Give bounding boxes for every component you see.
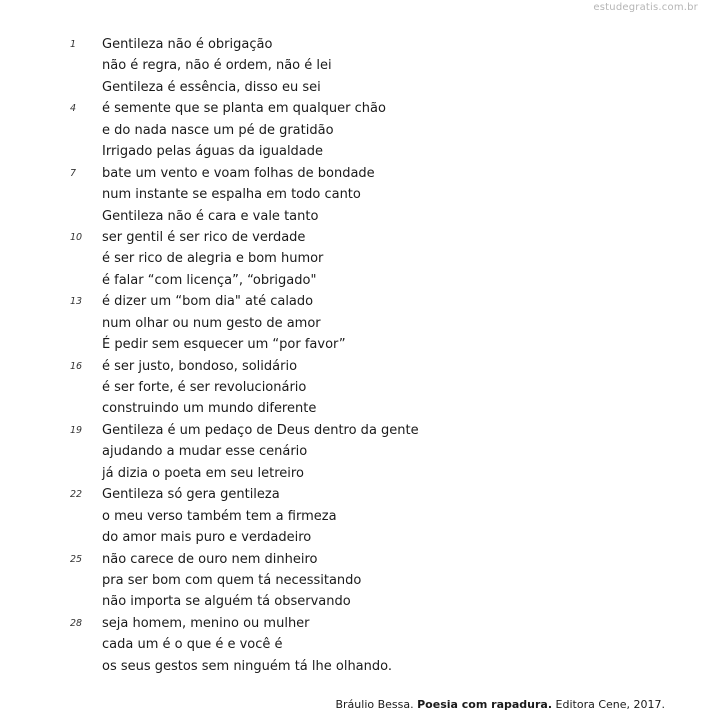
line-number: 4 xyxy=(70,103,77,115)
line-text: num instante se espalha em todo canto xyxy=(102,187,361,203)
poem-line xyxy=(0,613,703,634)
line-text: pra ser bom com quem tá necessitando xyxy=(102,572,362,588)
line-text: o meu verso também tem a firmeza xyxy=(102,508,337,524)
line-text: não é regra, não é ordem, não é lei xyxy=(102,58,332,74)
poem xyxy=(0,34,703,677)
line-text: É pedir sem esquecer um “por favor” xyxy=(102,337,346,353)
line-text: num olhar ou num gesto de amor xyxy=(102,315,321,331)
poem-line xyxy=(0,163,703,184)
line-text: ser gentil é ser rico de verdade xyxy=(102,229,306,245)
line-number: 22 xyxy=(70,489,83,501)
line-text: já dizia o poeta em seu letreiro xyxy=(102,465,304,481)
poem-line xyxy=(0,591,703,612)
line-number: 25 xyxy=(70,553,83,565)
line-text: Gentileza só gera gentileza xyxy=(102,487,280,503)
poem-line xyxy=(0,141,703,162)
line-text: é ser justo, bondoso, solidário xyxy=(102,358,298,374)
poem-line xyxy=(0,227,703,248)
poem-line xyxy=(0,377,703,398)
poem-line xyxy=(0,55,703,76)
line-text: os seus gestos sem ninguém tá lhe olhando. xyxy=(102,658,392,674)
poem-line xyxy=(0,270,703,291)
line-number: 19 xyxy=(70,424,83,436)
poem-line xyxy=(0,356,703,377)
line-text: seja homem, menino ou mulher xyxy=(102,615,310,631)
poem-line xyxy=(0,420,703,441)
poem-line xyxy=(0,506,703,527)
line-text: do amor mais puro e verdadeiro xyxy=(102,530,312,546)
poem-line xyxy=(0,634,703,655)
line-text: Gentileza é essência, disso eu sei xyxy=(102,79,321,95)
poem-line xyxy=(0,570,703,591)
poem-line xyxy=(0,291,703,312)
poem-line xyxy=(0,184,703,205)
source-citation xyxy=(335,698,665,711)
line-number: 16 xyxy=(70,360,83,372)
watermark: estudegratis.com.br xyxy=(593,2,698,13)
source-author: Bráulio Bessa. xyxy=(335,698,414,711)
line-number: 28 xyxy=(70,617,83,629)
line-text: Irrigado pelas águas da igualdade xyxy=(102,144,324,160)
poem-line xyxy=(0,484,703,505)
source-publisher: Editora Cene, 2017. xyxy=(555,698,665,711)
poem-line xyxy=(0,206,703,227)
poem-line xyxy=(0,248,703,269)
line-text: não carece de ouro nem dinheiro xyxy=(102,551,318,567)
line-text: Gentileza não é obrigação xyxy=(102,37,273,52)
line-text: é falar “com licença”, “obrigado" xyxy=(102,272,317,288)
line-number: 13 xyxy=(70,296,83,308)
line-text: é semente que se planta em qualquer chão xyxy=(102,101,386,117)
poem-line xyxy=(0,527,703,548)
line-text: não importa se alguém tá observando xyxy=(102,594,351,610)
poem-line xyxy=(0,34,703,55)
poem-line xyxy=(0,334,703,355)
line-number: 7 xyxy=(70,167,77,179)
poem-line xyxy=(0,441,703,462)
poem-line xyxy=(0,120,703,141)
poem-line xyxy=(0,398,703,419)
poem-line xyxy=(0,98,703,119)
line-text: Gentileza não é cara e vale tanto xyxy=(102,208,319,224)
line-number: 1 xyxy=(70,39,77,50)
poem-line xyxy=(0,549,703,570)
line-text: Gentileza é um pedaço de Deus dentro da gente xyxy=(102,422,419,438)
line-number: 10 xyxy=(70,231,83,243)
line-text: é dizer um “bom dia" até calado xyxy=(102,294,314,310)
line-text: e do nada nasce um pé de gratidão xyxy=(102,122,334,138)
line-text: ajudando a mudar esse cenário xyxy=(102,444,308,460)
poem-line xyxy=(0,656,703,677)
line-text: cada um é o que é e você é xyxy=(102,637,283,653)
line-text: construindo um mundo diferente xyxy=(102,401,317,417)
poem-line xyxy=(0,313,703,334)
poem-line xyxy=(0,463,703,484)
line-text: é ser rico de alegria e bom humor xyxy=(102,251,324,267)
source-title: Poesia com rapadura. xyxy=(417,698,553,711)
line-text: bate um vento e voam folhas de bondade xyxy=(102,165,375,181)
line-text: é ser forte, é ser revolucionário xyxy=(102,380,307,395)
poem-line xyxy=(0,77,703,98)
